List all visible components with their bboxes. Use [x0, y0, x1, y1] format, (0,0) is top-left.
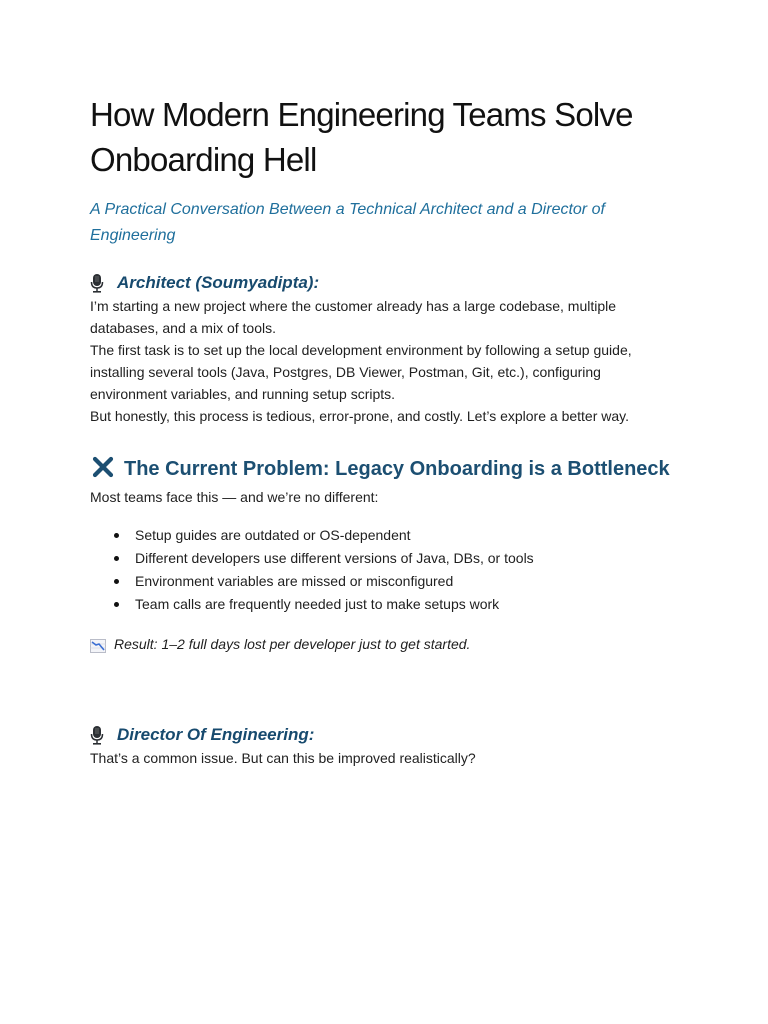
list-item: Team calls are frequently needed just to make setups work [135, 593, 680, 616]
section-heading [90, 453, 680, 486]
list-item: Setup guides are outdated or OS-dependent [135, 524, 680, 547]
document-title: How Modern Engineering Teams Solve Onboarding Hell [90, 96, 633, 178]
paragraph: That’s a common issue. But can this be improved realistically? [90, 750, 476, 766]
section-heading-text: The Current Problem: Legacy Onboarding is a Bottleneck [124, 458, 670, 480]
microphone-icon [90, 273, 104, 293]
paragraph: But honestly, this process is tedious, error-prone, and costly. Let’s explore a better way. [90, 408, 630, 424]
result-line [90, 633, 680, 655]
cross-mark-icon [90, 454, 116, 480]
speaker-heading-architect [90, 271, 680, 295]
speaker-label: Architect (Soumyadipta): [117, 273, 320, 292]
list-item: Environment variables are missed or misconfigured [135, 570, 680, 593]
speaker-heading-director [90, 723, 680, 747]
bullet-list [90, 524, 680, 616]
document-page [90, 92, 680, 769]
list-item: Different developers use different versions of Java, DBs, or tools [135, 547, 680, 570]
speaker-label: Director Of Engineering: [117, 725, 315, 744]
result-text: Result: 1–2 full days lost per developer just to get started. [114, 636, 471, 652]
paragraph: The first task is to set up the local development environment by following a setup guide, installing several tools (Java, Postgres, DB Viewer, Postman, Git, etc.), configuring environment variables, and running setup scripts. [90, 342, 632, 402]
document-subtitle: A Practical Conversation Between a Technical Architect and a Director of Engineering [90, 201, 605, 244]
paragraph: I’m starting a new project where the customer already has a large codebase, multiple databases, and a mix of tools. [90, 298, 617, 336]
paragraph: Most teams face this — and we’re no different: [90, 489, 379, 505]
microphone-icon [90, 725, 104, 745]
chart-decreasing-icon [90, 637, 106, 651]
